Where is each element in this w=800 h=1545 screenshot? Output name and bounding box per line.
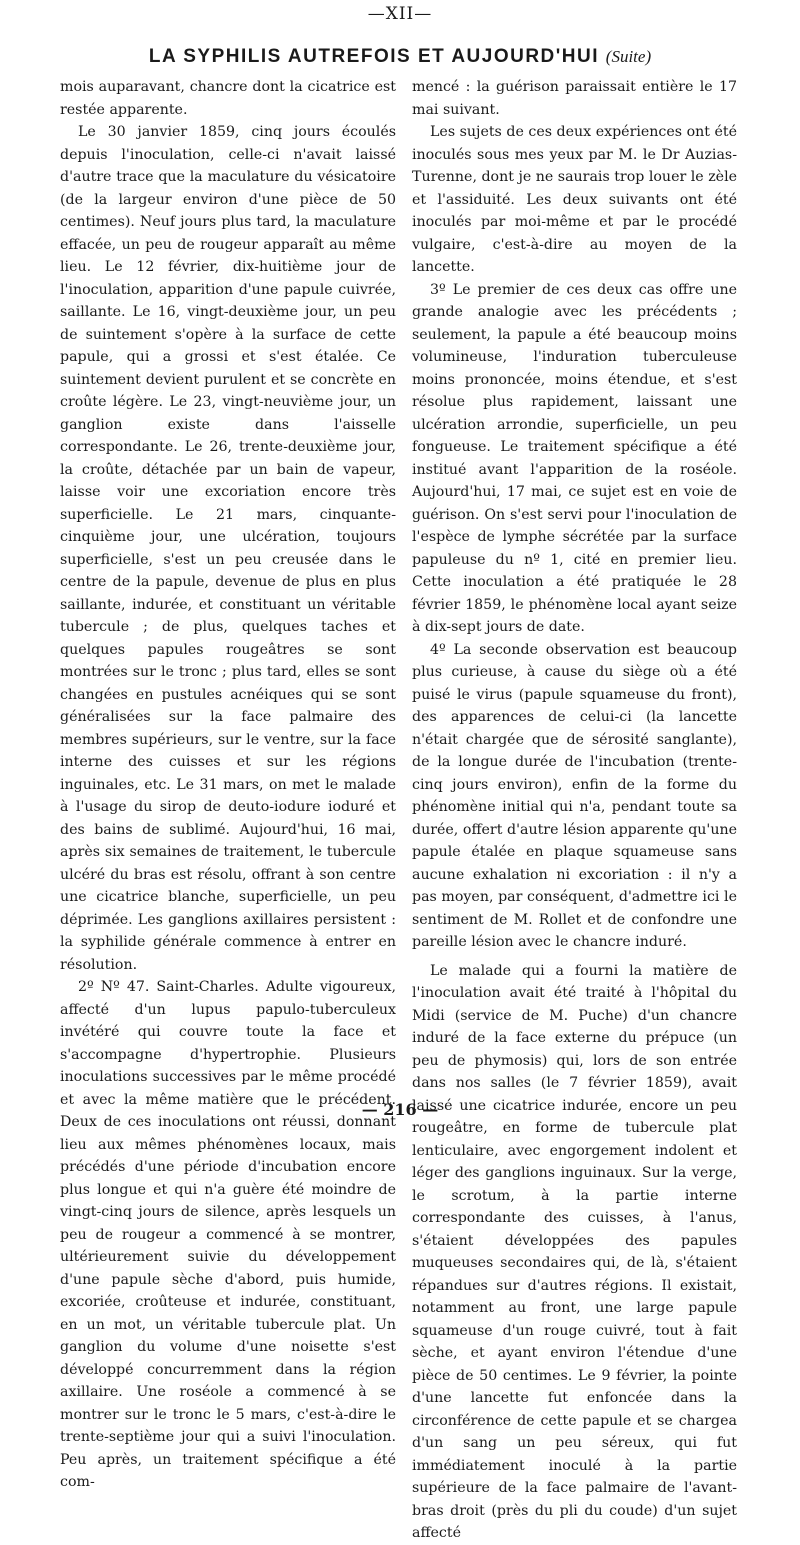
right-column bbox=[412, 76, 738, 1541]
paragraph: Les sujets de ces deux expériences ont été inoculés sous mes yeux par M. le Dr Auzias-Turenne, dont je ne saurais trop louer le zèle et l'assiduité. Les deux suivants ont été inoculés par moi-même et par le procédé vulgaire, c'est-à-dire au moyen de la lancette. bbox=[412, 124, 738, 275]
paragraph: Le 30 janvier 1859, cinq jours écoulés depuis l'inoculation, celle-ci n'avait laissé d'autre trace que la maculature du vésicatoire (de la largeur environ d'une pièce de 50 centimes). Neuf jours plus tard, la maculature effacée, un peu de rougeur apparaît au même lieu. Le 12 février, dix-huitième jour de l'inoculation, apparition d'une papule cuivrée, saillante. Le 16, vingt-deuxième jour, un peu de suintement s'opère à la surface de cette papule, qui a grossi et s'est étalée. Ce suintement devient purulent et se concrète en croûte légère. Le 23, vingt-neuvième jour, un ganglion existe dans l'aisselle correspondante. Le 26, trente-deuxième jour, la croûte, détachée par un bain de vapeur, laisse voir une excoriation encore très superficielle. Le 21 mars, cinquante-cinquième jour, une ulcération, toujours superficielle, s'est un peu creusée dans le centre de la papule, devenue de plus en plus saillante, indurée, et constituant un véritable tubercule ; de plus, quelques taches et quelques papules rougeâtres se sont montrées sur le tronc ; plus tard, elles se sont changées en pustules acnéiques qui se sont généralisées sur la face palmaire des membres supérieurs, sur le ventre, sur la face interne des cuisses et sur les régions inguinales, etc. Le 31 mars, on met le malade à l'usage du sirop de deuto-iodure ioduré et des bains de sublimé. Aujourd'hui, 16 mai, après six semaines de traitement, le tubercule ulcéré du bras est résolu, offrant à son centre une cicatrice blanche, superficielle, un peu déprimée. Les ganglions axillaires persistent : la syphilide générale commence à entrer en résolution. bbox=[60, 124, 396, 973]
left-column bbox=[60, 76, 396, 1490]
page-title bbox=[0, 46, 800, 68]
paragraph: 3º Le premier de ces deux cas offre une grande analogie avec les précédents ; seulement, la papule a été beaucoup moins volumineuse, l'induration tuberculeuse moins prononcée, moins étendue, et s'est résolue plus rapidement, laissant une ulcération arrondie, superficielle, un peu fongueuse. Le traitement spécifique a été institué avant l'apparition de la roséole. Aujourd'hui, 17 mai, ce sujet est en voie de guérison. On s'est servi pour l'inoculation de l'espèce de lymphe sécrétée par la surface papuleuse du nº 1, cité en premier lieu. Cette inoculation a été pratiquée le 28 février 1859, le phénomène local ayant seize à dix-sept jours de date. bbox=[412, 281, 737, 635]
paragraph: 2º Nº 47. Saint-Charles. Adulte vigoureux, affecté d'un lupus papulo-tuberculeux invétéré qui couvre toute la face et s'accompagne d'hypertrophie. Plusieurs inoculations successives par le même procédé et avec la même matière que le précédent. Deux de ces inoculations ont réussi, donnant lieu aux mêmes phénomènes locaux, mais précédés d'une période d'incubation encore plus longue et qui n'a guère été moindre de vingt-cinq jours de silence, après lesquels un peu de rougeur a commencé à se montrer, ultérieurement suivie du développement d'une papule sèche d'abord, puis humide, excoriée, croûteuse et indurée, constituant, en un mot, un véritable tubercule plat. Un ganglion du volume d'une noisette s'est développé concurremment dans la région axillaire. Une roséole a commencé à se montrer sur le tronc le 5 mars, c'est-à-dire le trente-septième jour qui a suivi l'inoculation. Peu après, un traitement spécifique a été com- bbox=[60, 979, 396, 1490]
page-number: — 216 — bbox=[361, 1100, 439, 1119]
paragraph: 4º La seconde observation est beaucoup plus curieuse, à cause du siège où a été puisé le virus (papule squameuse du front), des apparences de celui-ci (la lancette n'était chargée que de sérosité sanglante), de la longue durée de l'incubation (trente-cinq jours environ), enfin de la forme du phénomène initial qui n'a, pendant toute sa durée, offert d'autre lésion apparente qu'une papule étalée en plaque squameuse sans aucune exhalation ni excoriation : il n'y a pas moyen, par conséquent, d'admettre ici le sentiment de M. Rollet et de confondre une pareille lésion avec le chancre induré. bbox=[412, 641, 737, 950]
paragraph: Le malade qui a fourni la matière de l'inoculation avait été traité à l'hôpital du Midi (service de M. Puche) d'un chancre induré de la face externe du prépuce (un peu de phymosis) qui, lors de son entrée dans nos salles (le 7 février 1859), avait laissé une cicatrice indurée, encore un peu rougeâtre, en forme de tubercule plat lenticulaire, avec engorgement indolent et léger des ganglions inguinaux. Sur la verge, le scrotum, à la partie interne correspondante des cuisses, à l'anus, s'étaient développées des papules muqueuses secondaires qui, de là, s'étaient répandues sur d'autres régions. Il existait, notamment au front, une large papule squameuse d'un rouge cuivré, tout à fait sèche, et ayant environ l'étendue d'une pièce de 50 centimes. Le 9 février, la pointe d'une lancette fut enfoncée dans la circonférence de cette papule et se chargea d'un sang un peu séreux, qui fut immédiatement inoculé à la partie supérieure de la face palmaire de l'avant-bras droit (près du pli du coude) d'un sujet affecté bbox=[412, 962, 737, 1541]
paragraph: mencé : la guérison paraissait entière le 17 mai suivant. bbox=[412, 79, 737, 118]
title-suite: (Suite) bbox=[605, 47, 652, 66]
paragraph: mois auparavant, chancre dont la cicatrice est restée apparente. bbox=[60, 79, 396, 118]
title-text: LA SYPHILIS AUTREFOIS ET AUJOURD'HUI bbox=[148, 46, 600, 67]
roman-page-number: —XII— bbox=[367, 4, 433, 24]
